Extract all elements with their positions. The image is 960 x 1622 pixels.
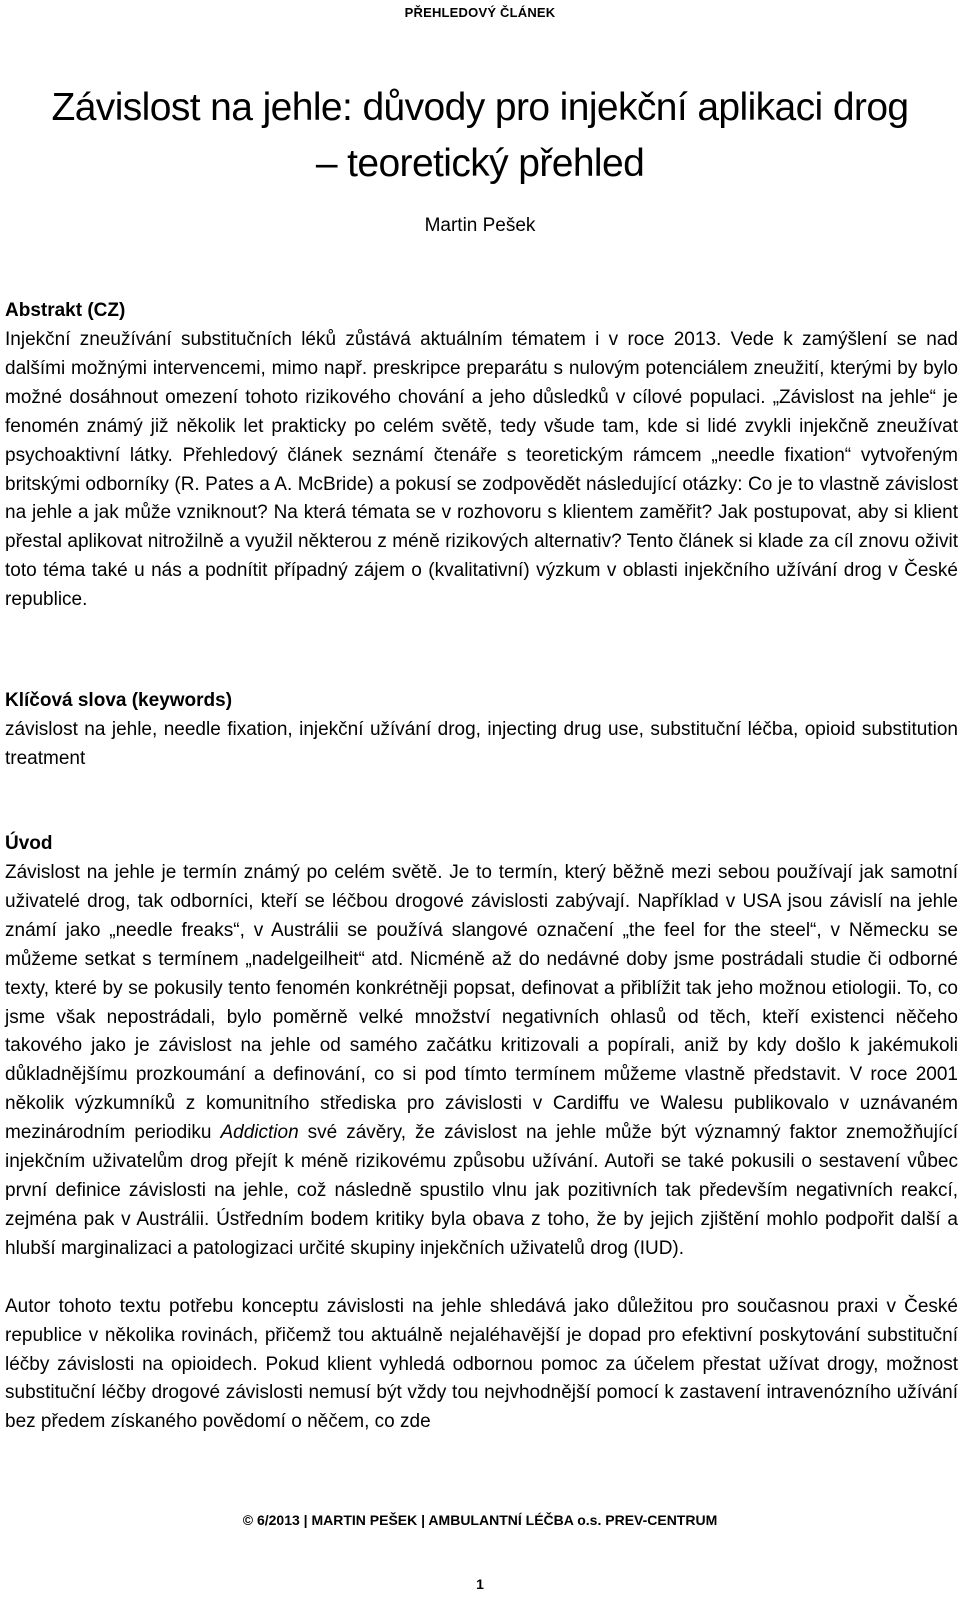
intro-paragraph-1	[5, 859, 958, 1264]
intro-paragraph-2: Autor tohoto textu potřebu konceptu závislosti na jehle shledává jako důležitou pro současnou praxi v České republice v několika rovinách, přičemž tou aktuálně nejaléhavější je dopad pro efektivní poskytování substituční léčby závislosti na opioidech. Pokud klient vyhledá odbornou pomoc za účelem přestat užívat drogy, možnost substituční léčby drogové závislosti nemusí být vždy tou nejvhodnější pomocí k zastavení intravenózního užívání bez předem získaného povědomí o něčem, co zde	[5, 1295, 958, 1433]
abstract-text: Injekční zneužívání substitučních léků zůstává aktuálním tématem i v roce 2013. Vede k zamýšlení se nad dalšími možnými intervencemi, mimo např. preskripce preparátu s nulovým potenciálem zneužití, kterými by bylo možné dosáhnout omezení tohoto rizikového chování a jeho důsledků v cílové populaci. „Závislost na jehle“ je fenomén známý již několik let prakticky po celém světě, tedy všude tam, kde si lidé zvykli injekčně zneužívat psychoaktivní látky. Přehledový článek seznámí čtenáře s teoretickým rámcem „needle fixation“ vytvořeným britskými odborníky (R. Pates a A. McBride) a pokusí se zodpovědět následující otázky: Co je to vlastně závislost na jehle a jak může vzniknout? Na která témata se v rozhovoru s klientem zaměřit? Jak postupovat, aby si klient přestal aplikovat nitrožilně a využil některou z méně rizikových alternativ? Tento článek si klade za cíl znovu oživit toto téma také u nás a podnítit případný zájem o (kvalitativní) výzkum v oblasti injekčního užívání drog v České republice.	[5, 329, 958, 611]
abstract-section	[5, 296, 958, 615]
intro-paragraph-1-part-1: Závislost na jehle je termín známý po celém světě. Je to termín, který běžně mezi sebou používají jak samotní uživatelé drog, tak odborníci, kteří se léčbou drogové závislosti zabývají. Například v USA jsou závislí na jehle známí jako „needle freaks“, v Austrálii se používá slangové označení „the feel for the steel“, v Německu se můžeme setkat s termínem „nadelgeilheit“ atd. Nicméně až do nedávné doby jsme postrádali studie či odborné texty, které by se pokusily tento fenomén konkrétněji popsat, definovat a přiblížit tak jeho možnou etiologii. To, co jsme však nepostrádali, bylo poměrně velké množství negativních ohlasů od těch, kteří existenci něčeho takového jako je závislost na jehle od samého začátku kritizovali a popírali, aniž by kdy došlo k jakémukoli důkladnějšímu prozkoumání a definování, co si pod tímto termínem můžeme vlastně představit. V roce 2001 několik výzkumníků z komunitního střediska pro závislosti v Cardiffu ve Walesu publikovalo v uznávaném mezinárodním periodiku	[5, 862, 958, 1144]
intro-paragraph-1-part-2: své závěry, že závislost na jehle může být významný faktor znemožňující injekčním uživatelům drog přejít k méně rizikovému způsobu užívání. Autoři se také pokusili o sestavení vůbec první definice závislosti na jehle, což následně spustilo vlnu jak pozitivních tak především negativních reakcí, zejména pak v Austrálii. Ústředním bodem kritiky byla obava z toho, že by jejich zjištění mohlo podpořit další a hlubší marginalizaci a patologizaci určité skupiny injekčních uživatelů drog (IUD).	[5, 1122, 958, 1259]
intro-section	[5, 829, 958, 1437]
page-number: 1	[476, 1576, 484, 1592]
intro-heading: Úvod	[5, 833, 53, 854]
keywords-heading: Klíčová slova (keywords)	[5, 690, 233, 711]
article-title	[0, 80, 960, 192]
article-title-line-2: – teoretický přehled	[315, 142, 645, 185]
abstract-heading: Abstrakt (CZ)	[5, 300, 126, 321]
article-title-line-1: Závislost na jehle: důvody pro injekční aplikaci drog	[51, 86, 909, 129]
page-footer: © 6/2013 | MARTIN PEŠEK | AMBULANTNÍ LÉČBA o.s. PREV-CENTRUM	[242, 1512, 718, 1528]
author-name: Martin Pešek	[424, 215, 536, 236]
journal-name: Addiction	[220, 1122, 299, 1144]
keywords-section	[5, 686, 958, 774]
article-type-label: PŘEHLEDOVÝ ČLÁNEK	[404, 5, 556, 20]
keywords-text: závislost na jehle, needle fixation, injekční užívání drog, injecting drug use, substituční léčba, opioid substitution treatment	[5, 719, 958, 769]
